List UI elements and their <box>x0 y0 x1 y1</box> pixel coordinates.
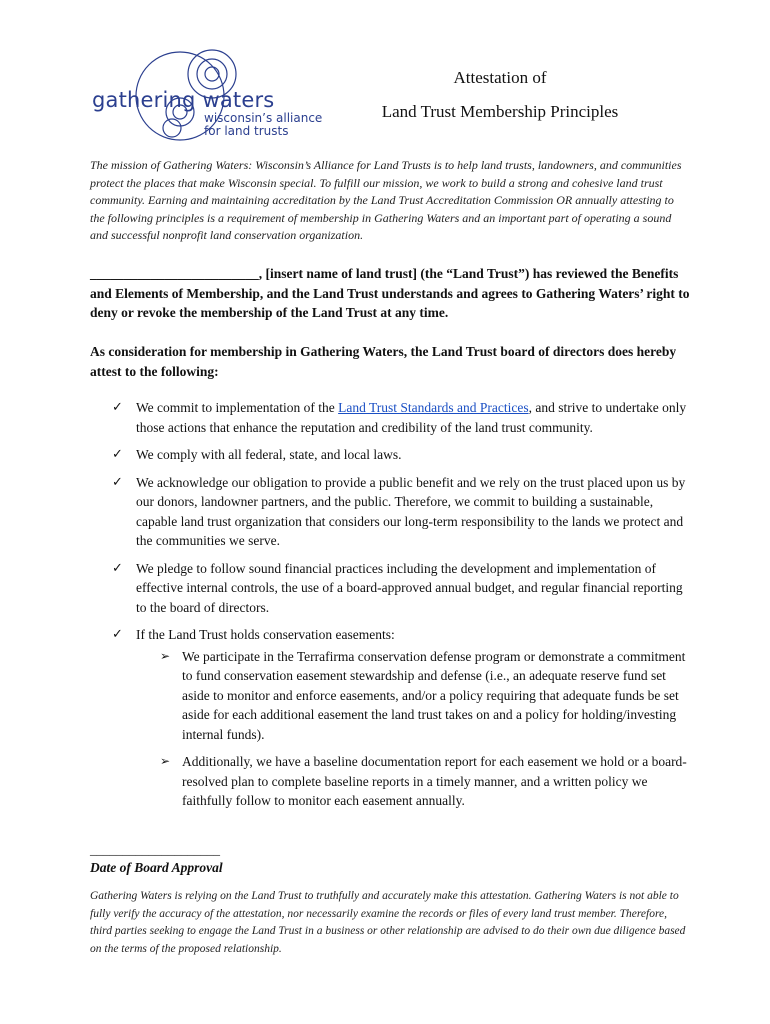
sub-item-baseline <box>160 752 692 811</box>
principle-item-standards <box>112 398 692 437</box>
standards-practices-link[interactable]: Land Trust Standards and Practices <box>338 400 529 415</box>
checkmark-icon: ✓ <box>112 560 123 576</box>
logo-tagline <box>204 112 334 138</box>
logo-tagline-line2: for land trusts <box>204 124 289 138</box>
review-statement: _________________________, [insert name of land trust] (the “Land Trust”) has reviewed the Benefits and Elements of Membership, and the Land Trust understands and agrees to Gathering Waters’ right to deny or revoke the membership of the Land Trust at any time. <box>90 266 690 320</box>
principle-item-easements <box>112 625 692 811</box>
board-approval-date-label: Date of Board Approval <box>90 860 223 875</box>
gathering-waters-logo <box>88 44 328 144</box>
checkmark-icon: ✓ <box>112 627 123 642</box>
arrow-bullet-icon: ➢ <box>160 754 171 768</box>
mission-paragraph: The mission of Gathering Waters: Wisconsin’s Alliance for Land Trusts is to help land trusts, landowners, and communities protect the places that make Wisconsin special. To fulfill our mission, we work to build a strong and cohesive land trust community. Earning and maintaining accreditation by the Land Trust Accreditation Commission OR annually attesting to the following principles is a requirement of membership in Gathering Waters and an important part of operating a sound and successful nonprofit land conservation organization. <box>90 158 682 242</box>
disclaimer-paragraph: Gathering Waters is relying on the Land Trust to truthfully and accurately make this attestation. Gathering Waters is not able to fully verify the accuracy of the attestation, nor necessarily examine the records or files of every land trust member. Therefore, third parties seeking to engage the Land Trust in a business or other relationship are advised to do their own due diligence based on the terms of the proposed relationship. <box>90 890 686 955</box>
sub-item-text: We participate in the Terrafirma conservation defense program or demonstrate a commitment to fund conservation easement stewardship and defense (i.e., an adequate reserve fund set aside to monitor and enforce easements, and/or a policy requiring that adequate funds be set aside for each additional easement the land trust takes on and a policy for holding/investing internal funds). <box>182 648 686 742</box>
principle-text-after-link: , and strive to undertake only those actions that enhance the reputation and credibility of the land trust community. <box>136 400 687 435</box>
arrow-bullet-icon: ➢ <box>160 648 171 663</box>
principles-list <box>112 398 692 819</box>
principle-text: We acknowledge our obligation to provide a public benefit and we rely on the trust placed upon us by our donors, landowner partners, and the public. Therefore, we commit to building a sustainable, capable land trust organization that considers our long-term responsibility to the lands we protect and the communities we serve. <box>136 474 686 548</box>
logo-wordmark: gathering waters <box>92 88 275 112</box>
principle-text: If the Land Trust holds conservation easements: <box>136 627 395 642</box>
document-title-line1: Attestation of <box>453 68 547 87</box>
document-title-line2: Land Trust Membership Principles <box>381 102 619 121</box>
checkmark-icon: ✓ <box>112 447 123 462</box>
checkmark-icon: ✓ <box>112 400 123 415</box>
sub-item-text: Additionally, we have a baseline documentation report for each easement we hold or a board-resolved plan to complete baseline reports in a timely manner, and a written policy we faithfully follow to monitor each easement annually. <box>182 754 687 808</box>
consideration-statement: As consideration for membership in Gathering Waters, the Land Trust board of directors does hereby attest to the following: <box>90 344 677 379</box>
checkmark-icon: ✓ <box>112 474 123 490</box>
logo-tagline-line1: wisconsin’s alliance <box>204 111 323 125</box>
principle-text-before-link: We commit to implementation of the <box>136 400 339 415</box>
principle-item-public-benefit <box>112 473 692 551</box>
signature-line: ____________________ <box>90 842 220 857</box>
principle-text: We comply with all federal, state, and local laws. <box>136 447 402 462</box>
sub-item-terrafirma <box>160 647 692 745</box>
principle-item-financial <box>112 559 692 618</box>
principle-text: We pledge to follow sound financial practices including the development and implementation of effective internal controls, the use of a board-approved annual budget, and regular financial reporting to the board of directors. <box>136 560 683 615</box>
principle-item-laws <box>112 445 692 465</box>
